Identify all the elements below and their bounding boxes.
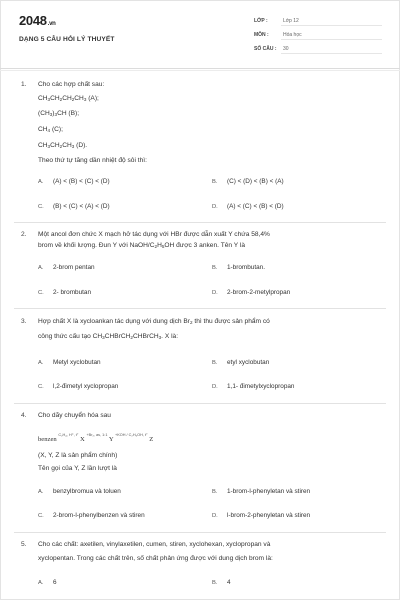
header-divider xyxy=(0,68,400,69)
arrow-label-1: C₂H₄, H⁺, t° xyxy=(58,433,79,437)
question-text-line-2: xyclopentan. Trong các chất trên, số chất phản ứng được với dung dịch brom là: xyxy=(38,555,273,562)
document-header xyxy=(0,0,400,62)
question-prompt: Theo thứ tự tăng dần nhiệt độ sôi thì: xyxy=(38,157,147,164)
question-text-line-1: Một ancol đơn chức X mạch hở tác dụng với HBr được dẫn xuất Y chứa 58,4% xyxy=(38,231,270,238)
header-divider-secondary xyxy=(0,70,400,71)
option-b[interactable]: B. etyl xyclobutan xyxy=(212,359,270,366)
chain-x: X xyxy=(80,436,85,443)
question-divider xyxy=(14,222,386,223)
compound-c: $CH_4$ (C); xyxy=(38,126,63,133)
meta-underline xyxy=(281,53,382,54)
option-c[interactable]: C. 2- brombutan xyxy=(38,289,92,296)
option-c[interactable]: C. l,2-đimetyl xyclopropan xyxy=(38,383,119,390)
document-title: DẠNG 5 CÂU HỎI LÝ THUYẾT xyxy=(19,36,115,43)
compound-b: $(CH_3)_3CH$ (B); xyxy=(38,110,80,117)
count-label: SỐ CÂU : xyxy=(254,46,277,52)
option-b[interactable]: B. 1-brom-l-phenyletan và stiren xyxy=(212,488,311,495)
question-prompt: Tên gọi của Y, Z lần lượt là xyxy=(38,465,117,472)
option-b[interactable]: B. (C) < (D) < (B) < (A) xyxy=(212,178,284,185)
question-text-line-1: Cho các chất: axetilen, vinylaxetilen, cumen, stiren, xyclohexan, xyclopropan và xyxy=(38,541,271,548)
question-text-line-2: công thức cấu tạo $CH_3CHBrCH_2CHBrCH_3$. X là: xyxy=(38,333,179,340)
logo-suffix: .vn xyxy=(47,21,56,27)
class-value: Lớp 12 xyxy=(283,18,299,24)
meta-underline xyxy=(281,39,382,40)
subject-value: Hóa học xyxy=(283,32,302,38)
subject-label: MÔN : xyxy=(254,32,269,38)
option-b[interactable]: B. 4 xyxy=(212,579,231,586)
question-intro: Cho các hợp chất sau: xyxy=(38,81,105,88)
arrow-label-3: +KOH / C₂H₅OH, t° xyxy=(115,433,148,437)
question-note: (X, Y, Z là sản phẩm chính) xyxy=(38,452,118,459)
option-a[interactable]: A. benzylbromua và toluen xyxy=(38,488,121,495)
question-number: 5. xyxy=(21,541,27,548)
compound-a: $CH_3CH_2CH_2CH_3$ (A); xyxy=(38,95,99,102)
option-d[interactable]: D. l-brom-2-phenyletan và stiren xyxy=(212,512,311,519)
question-number: 4. xyxy=(21,412,27,419)
chain-z: Z xyxy=(149,436,154,443)
question-text-line-2: brom về khối lượng. Đun Y với NaOH/$C_2H_5OH$ được 3 anken. Tên Y là xyxy=(38,242,246,249)
option-c[interactable]: C. 2-brom-l-phenylbenzen và stiren xyxy=(38,512,145,519)
option-d[interactable]: D. 2-brom-2-metylpropan xyxy=(212,289,291,296)
option-a[interactable]: A. 2-brom pentan xyxy=(38,264,95,271)
chain-start: benzen xyxy=(38,436,57,443)
option-a[interactable]: A. Metyl xyclobutan xyxy=(38,359,101,366)
option-a[interactable]: A. (A) < (B) < (C) < (D) xyxy=(38,178,110,185)
option-d[interactable]: D. (A) < (C) < (B) < (D) xyxy=(212,203,284,210)
count-value: 30 xyxy=(283,46,289,52)
question-number: 2. xyxy=(21,231,27,238)
question-divider xyxy=(14,532,386,533)
option-b[interactable]: B. 1-brombutan. xyxy=(212,264,266,271)
reaction-chain xyxy=(38,432,153,443)
arrow-label-2: +Br₂, as, 1:1 xyxy=(86,433,108,437)
compound-d: $CH_3CH_2CH_3$ (D). xyxy=(38,142,88,149)
question-divider xyxy=(14,403,386,404)
option-a[interactable]: A. 6 xyxy=(38,579,57,586)
meta-underline xyxy=(281,25,382,26)
question-text-line-1: Hợp chất X là xycloankan tác dụng với dung dịch $Br_2$ thì thu được sản phẩm có xyxy=(38,318,270,325)
question-divider xyxy=(14,308,386,309)
question-number: 1. xyxy=(21,81,27,88)
option-d[interactable]: D. 1,1- đimetylxyclopropan xyxy=(212,383,295,390)
question-intro: Cho dãy chuyển hóa sau xyxy=(38,412,111,419)
option-c[interactable]: C. (B) < (C) < (A) < (D) xyxy=(38,203,110,210)
class-label: LỚP : xyxy=(254,18,268,24)
question-number: 3. xyxy=(21,318,27,325)
site-logo[interactable] xyxy=(19,13,56,28)
chain-y: Y xyxy=(108,436,114,443)
logo-text: 2048 xyxy=(19,13,47,28)
